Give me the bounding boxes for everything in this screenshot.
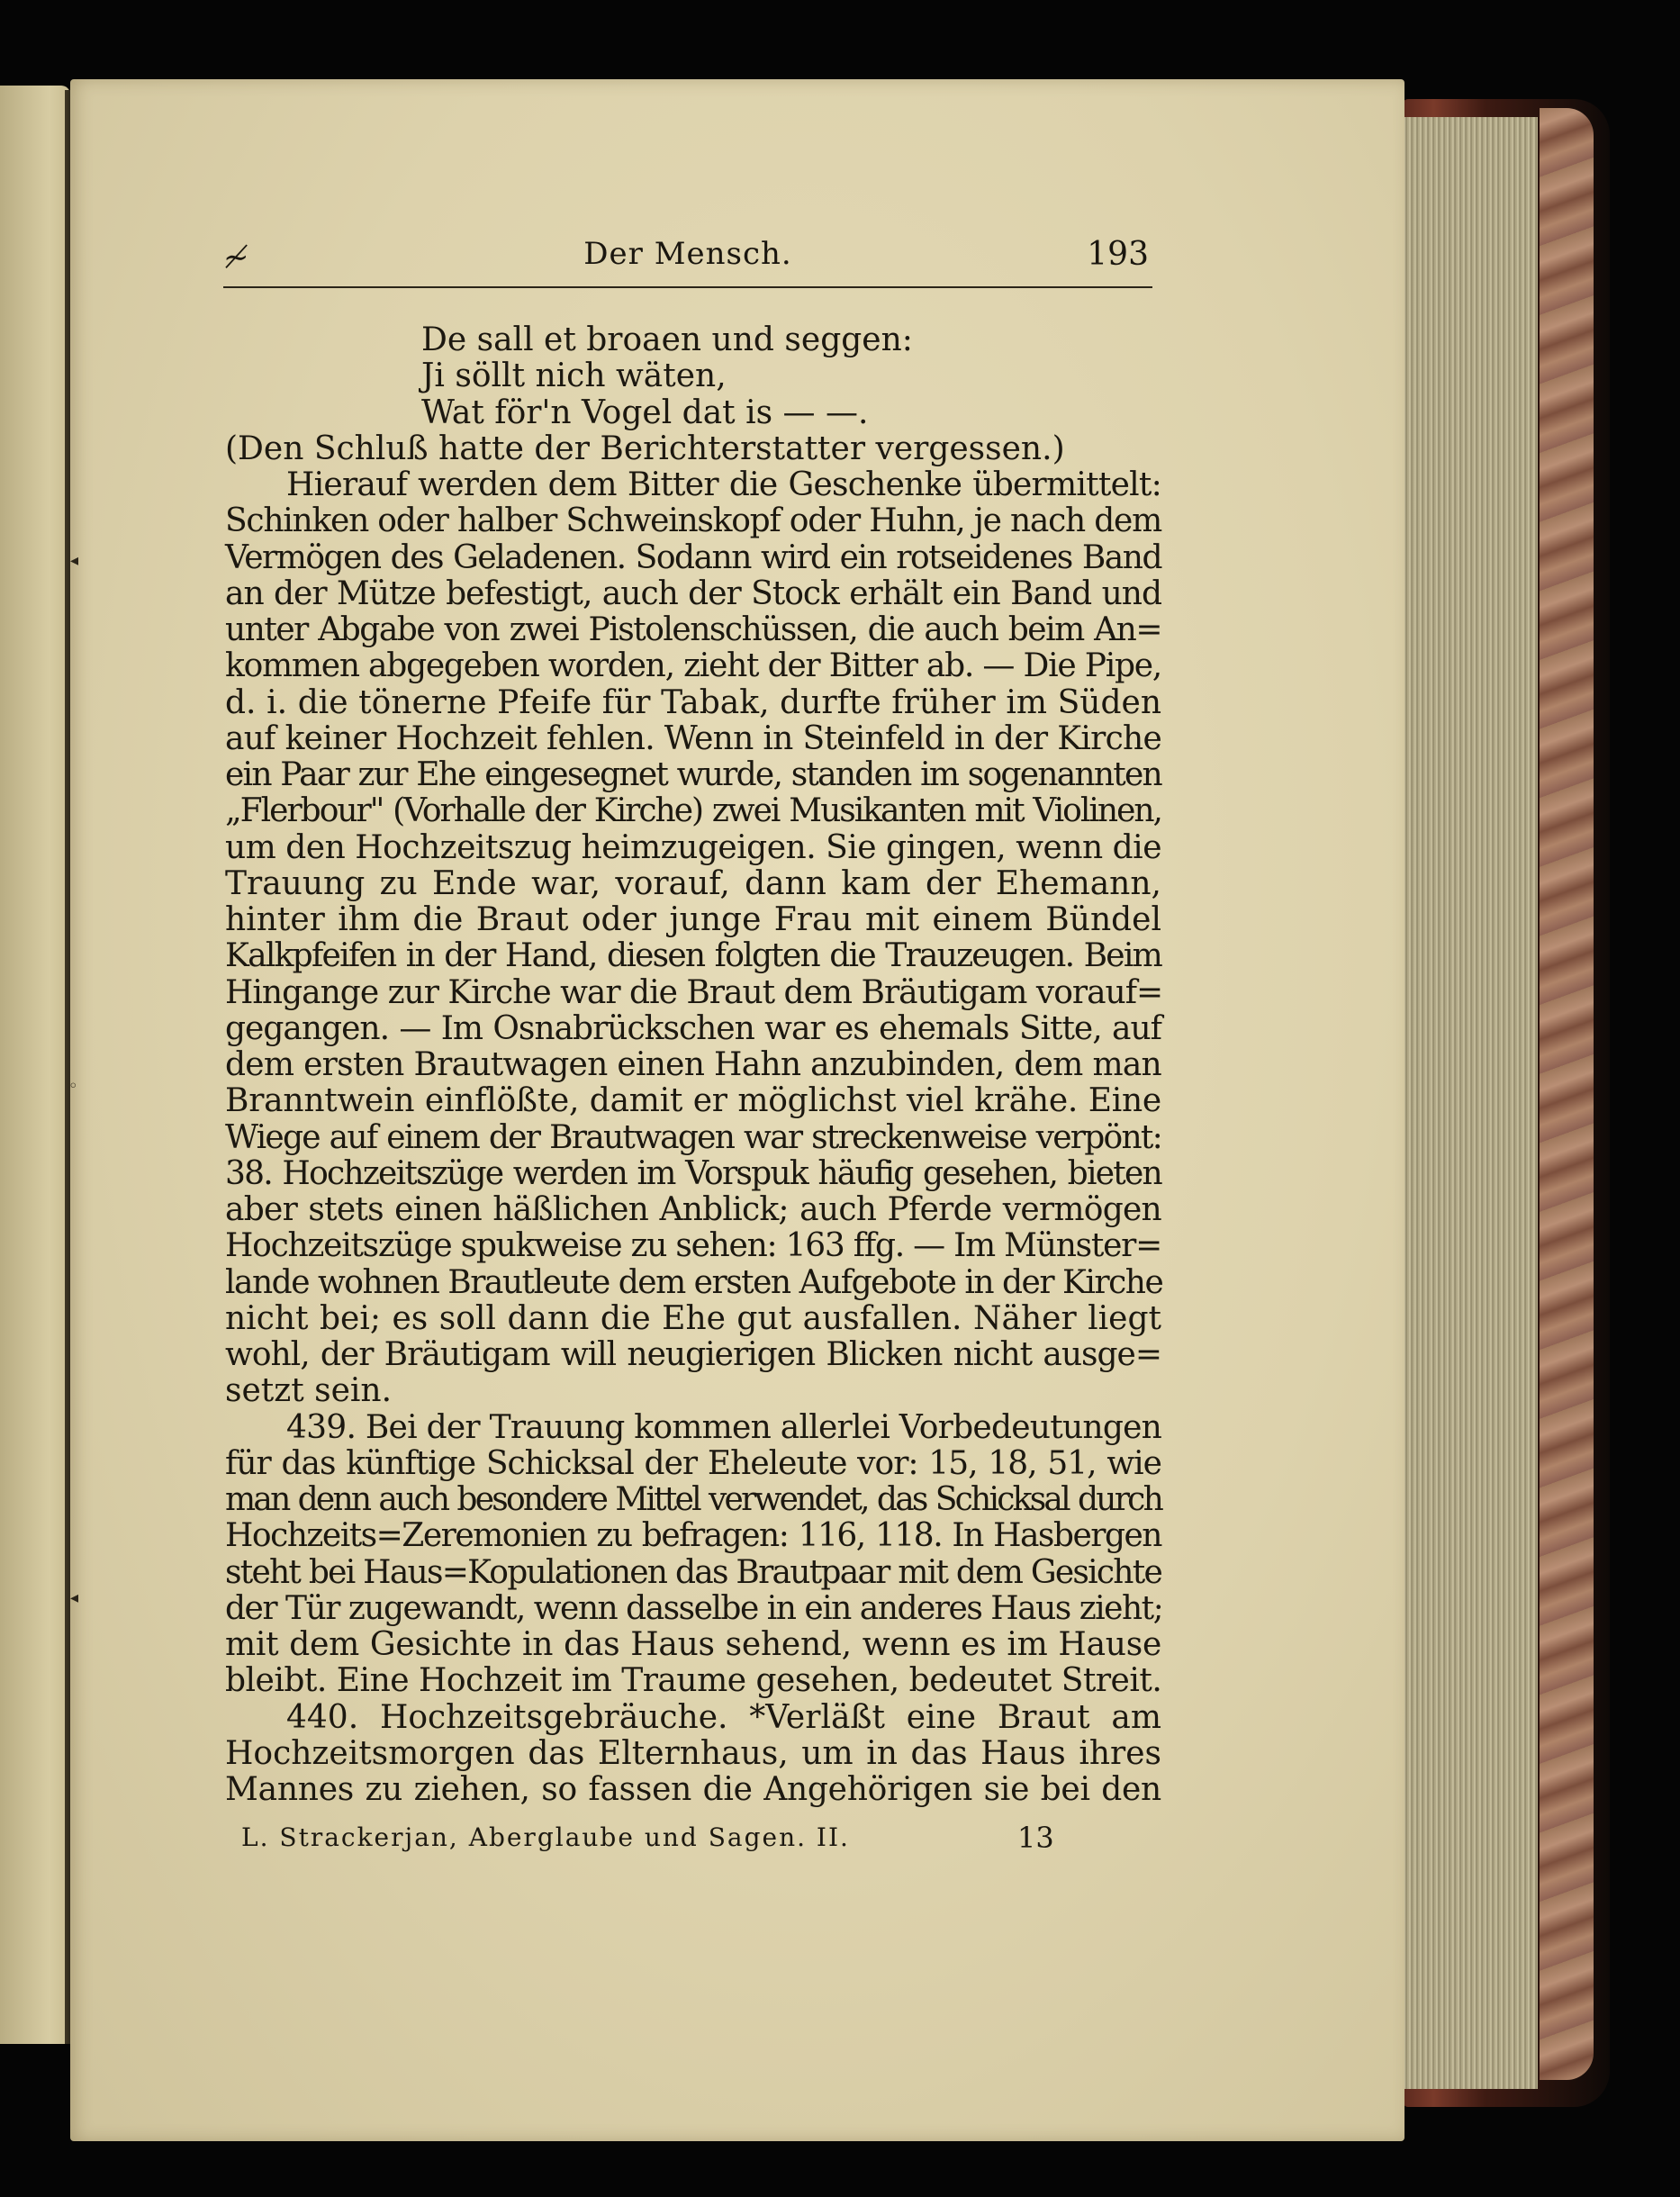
text-line: der Tür zugewandt, wenn dasselbe in ein anderes Haus zieht;	[225, 1589, 1163, 1627]
page-footer	[241, 1822, 1142, 1858]
text-line: an der Mütze befestigt, auch der Stock erhält ein Band und	[225, 574, 1161, 612]
body-text	[225, 322, 1161, 1808]
section-439-start: 439. Bei der Trauung kommen allerlei Vorbedeutungen	[286, 1408, 1162, 1446]
text-line: um den Hochzeitszug heimzugeigen. Sie gingen, wenn die	[225, 828, 1161, 866]
text-line: Branntwein einflößte, damit er möglichst viel krähe. Eine	[225, 1082, 1161, 1120]
text-line: setzt sein.	[225, 1372, 393, 1410]
text-line: (Den Schluß hatte der Berichterstatter vergessen.)	[225, 429, 1065, 467]
text-line: mit dem Gesichte in das Haus sehend, wenn es im Hause	[225, 1626, 1161, 1663]
text-line: Trauung zu Ende war, vorauf, dann kam der Ehemann,	[225, 864, 1161, 902]
page-number: 193	[1087, 236, 1149, 273]
text-line: gegangen. — Im Osnabrückschen war es ehemals Sitte, auf	[225, 1009, 1161, 1047]
verse-line: Wat för'n Vogel dat is — —.	[421, 393, 869, 431]
verse-line: De sall et broaen und seggen:	[421, 321, 913, 358]
running-header	[223, 232, 1152, 288]
verse-line: Ji söllt nich wäten,	[421, 357, 727, 395]
text-line: Kalkpfeifen in der Hand, diesen folgten die Trauzeugen. Beim	[225, 937, 1161, 975]
text-line: Vermögen des Geladenen. Sodann wird ein rotseidenes Band	[225, 538, 1161, 576]
text-line: für das künftige Schicksal der Eheleute vor: 15, 18, 51, wie	[225, 1444, 1161, 1482]
text-line: Schinken oder halber Schweinskopf oder Huhn, je nach dem	[225, 502, 1161, 540]
text-line: man denn auch besondere Mittel verwendet, das Schicksal durch	[225, 1481, 1161, 1518]
text-line: kommen abgegeben worden, zieht der Bitter ab. — Die Pipe,	[225, 647, 1161, 685]
text-line: nicht bei; es soll dann die Ehe gut ausfallen. Näher liegt	[225, 1299, 1161, 1337]
margin-mark: ◂	[70, 551, 79, 570]
text-line: d. i. die tönerne Pfeife für Tabak, durfte früher im Süden	[225, 683, 1161, 721]
text-line: Hochzeitsmorgen das Elternhaus, um in das Haus ihres	[225, 1734, 1161, 1772]
margin-mark: ◦	[68, 1077, 78, 1096]
text-line: Hierauf werden dem Bitter die Geschenke übermittelt:	[286, 466, 1161, 503]
text-line: Wiege auf einem der Brautwagen war streckenweise verpönt:	[225, 1118, 1161, 1156]
text-line: Hochzeitszüge spukweise zu sehen: 163 ffg. — Im Münster=	[225, 1227, 1161, 1265]
text-line: Hingange zur Kirche war die Braut dem Bräutigam vorauf=	[225, 973, 1163, 1011]
text-line: ein Paar zur Ehe eingesegnet wurde, standen im sogenannten	[225, 756, 1161, 793]
facing-page-edge	[0, 86, 70, 2044]
text-line: „Flerbour" (Vorhalle der Kirche) zwei Musikanten mit Violinen,	[225, 792, 1161, 830]
signature-mark: 13	[1017, 1821, 1054, 1855]
ornament-mark: ≁	[223, 240, 249, 276]
text-line: hinter ihm die Braut oder junge Frau mit einem Bündel	[225, 901, 1161, 938]
text-line: steht bei Haus=Kopulationen das Brautpaar mit dem Gesichte	[225, 1553, 1161, 1591]
text-line: 38. Hochzeitszüge werden im Vorspuk häufig gesehen, bieten	[225, 1154, 1161, 1192]
page-stack-edge	[1403, 117, 1538, 2089]
footer-citation: L. Strackerjan, Aberglaube und Sagen. II.	[241, 1822, 850, 1852]
running-title: Der Mensch.	[583, 236, 792, 272]
margin-mark: ◂	[70, 1588, 79, 1607]
text-line: lande wohnen Brautleute dem ersten Aufgebote in der Kirche	[225, 1263, 1163, 1301]
text-line: dem ersten Brautwagen einen Hahn anzubinden, dem man	[225, 1046, 1161, 1083]
text-line: Hochzeits=Zeremonien zu befragen: 116, 118. In Hasbergen	[225, 1517, 1161, 1555]
text-line: auf keiner Hochzeit fehlen. Wenn in Steinfeld in der Kirche	[225, 719, 1161, 757]
section-440-start: 440. Hochzeitsgebräuche. *Verläßt eine Braut am	[286, 1698, 1161, 1736]
text-line: unter Abgabe von zwei Pistolenschüssen, die auch beim An=	[225, 611, 1161, 648]
text-line: bleibt. Eine Hochzeit im Traume gesehen, bedeutet Streit.	[225, 1662, 1162, 1700]
text-line: Mannes zu ziehen, so fassen die Angehörigen sie bei den	[225, 1771, 1161, 1808]
marbled-edge	[1540, 108, 1594, 2080]
text-line: aber stets einen häßlichen Anblick; auch Pferde vermögen	[225, 1191, 1161, 1228]
text-line: wohl, der Bräutigam will neugierigen Blicken nicht ausge=	[225, 1336, 1161, 1373]
